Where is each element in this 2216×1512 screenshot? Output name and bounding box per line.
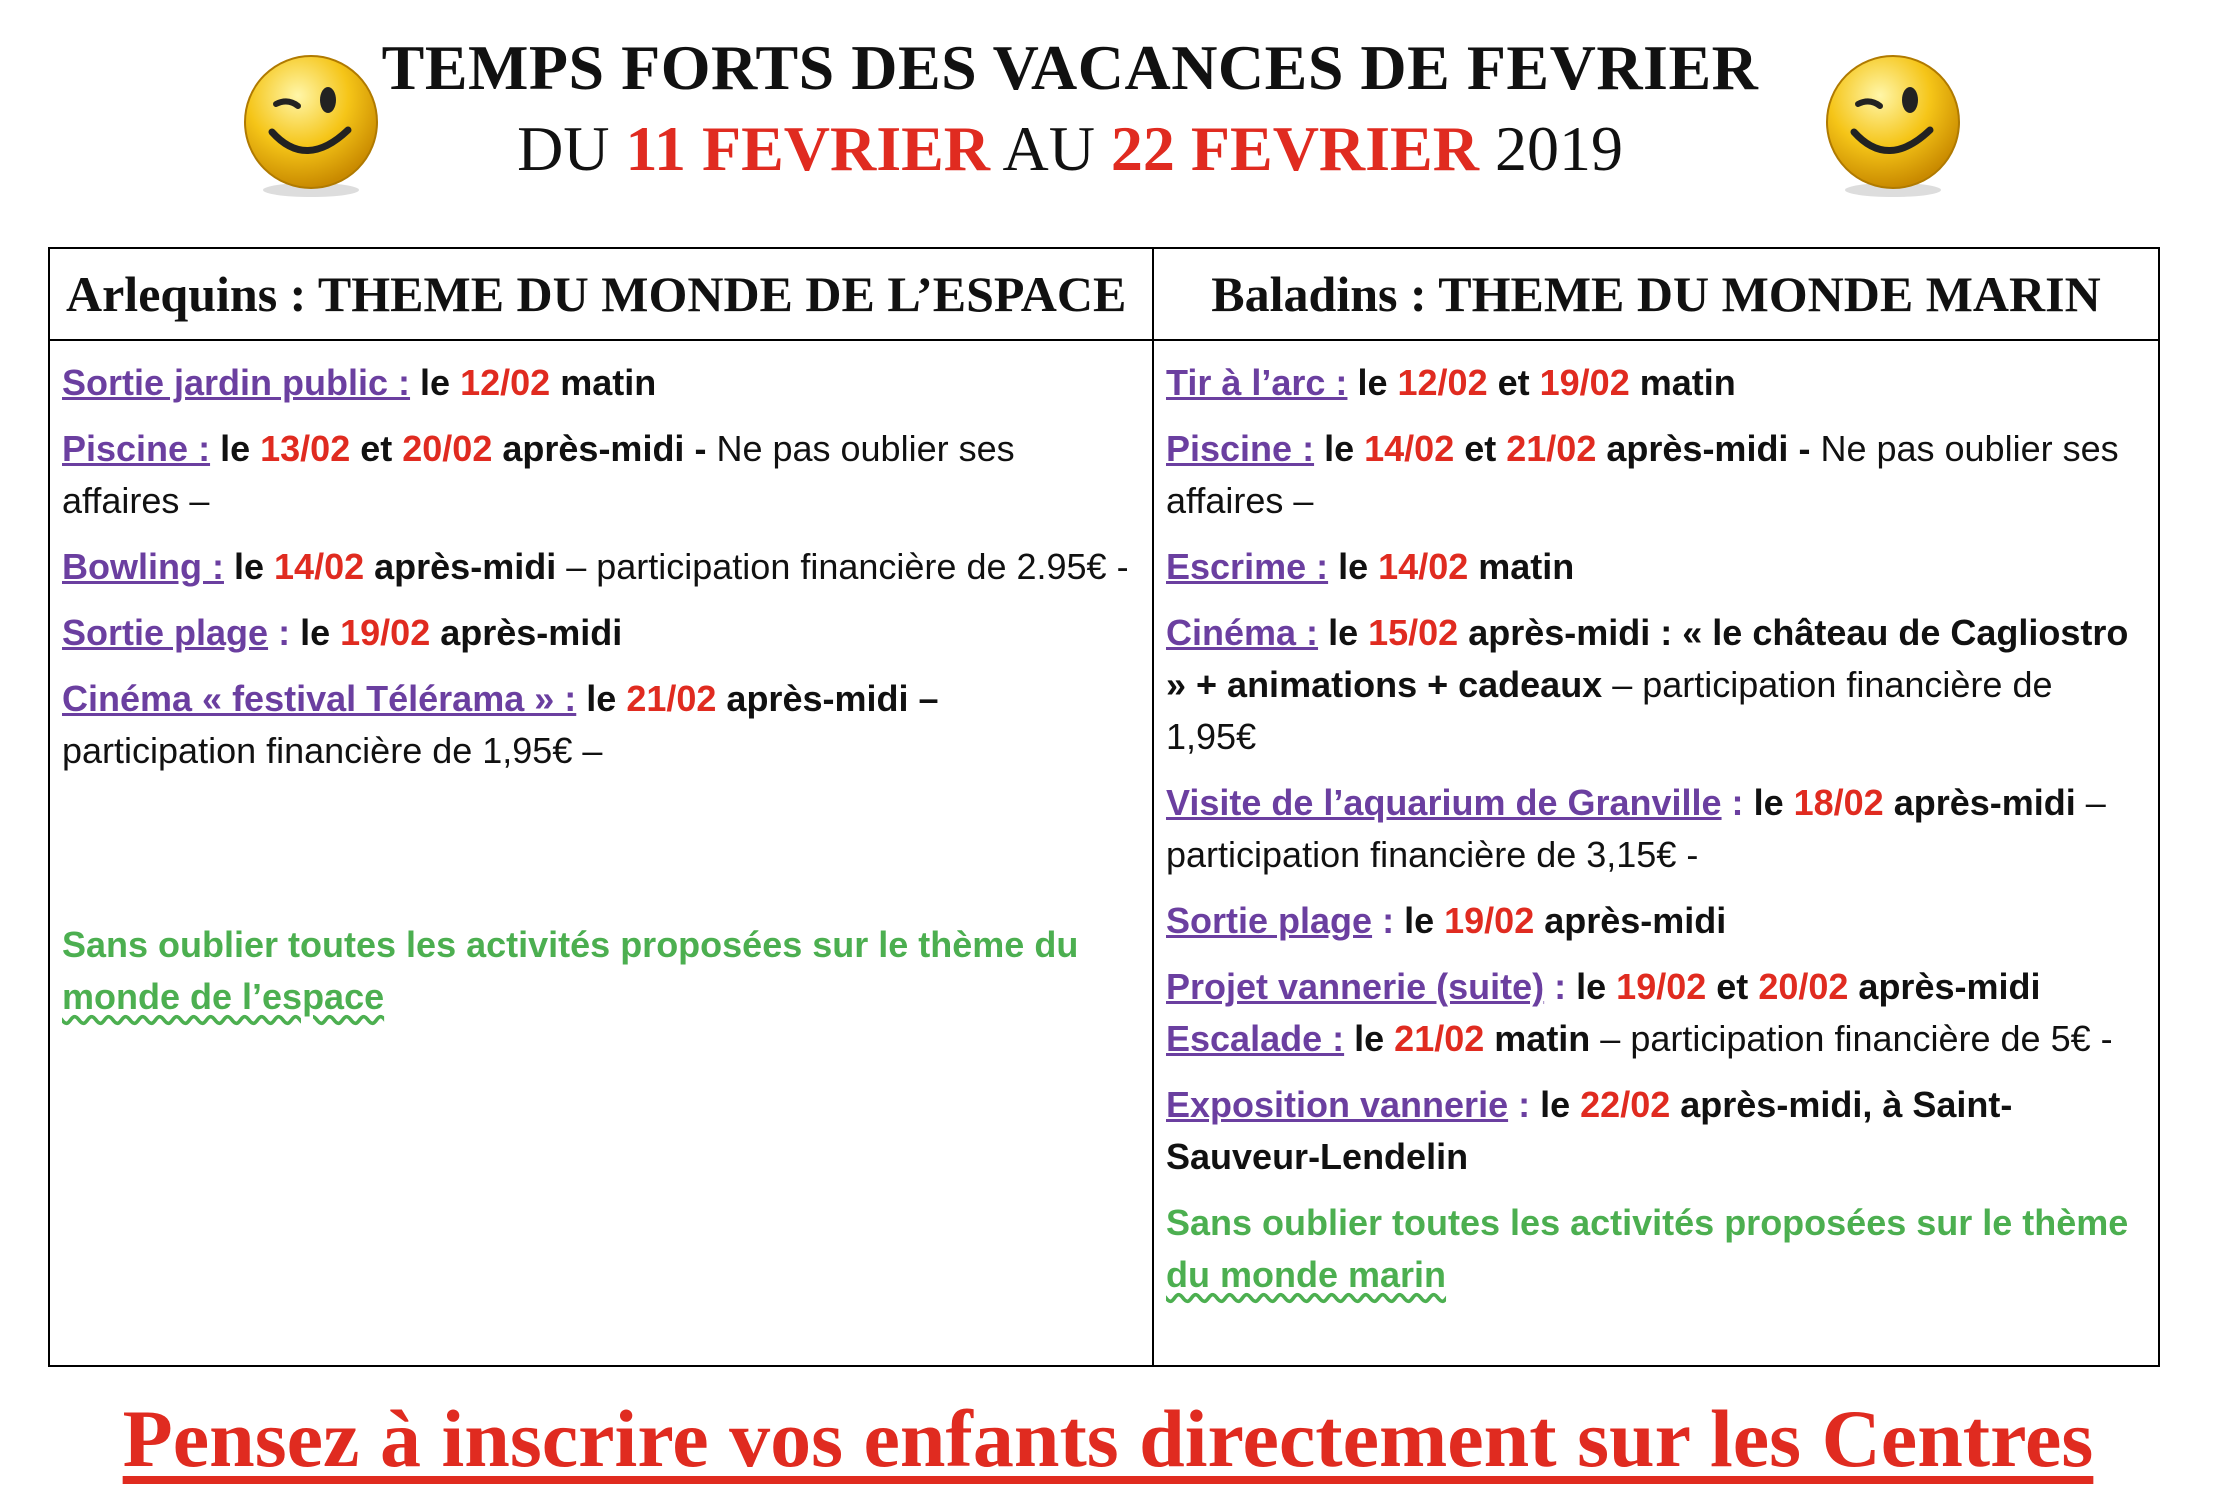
spacer <box>62 791 1138 919</box>
activity-date: 19/02 <box>340 612 431 653</box>
title-main: TEMPS FORTS DES VACANCES DE FEVRIER <box>381 32 1759 103</box>
activity-text: le <box>1404 900 1435 941</box>
activity-colon: : <box>1372 900 1395 941</box>
list-item <box>1166 541 2144 593</box>
list-item <box>1166 895 2144 947</box>
activity-link[interactable]: Piscine : <box>62 428 211 469</box>
list-item <box>1166 1013 2144 1065</box>
title-end-date: 22 FEVRIER <box>1110 113 1479 184</box>
title-start-date: 11 FEVRIER <box>625 113 990 184</box>
activity-time: après-midi : « le château de Cagliostro » + animations + cadeaux <box>1166 612 2129 705</box>
activity-colon: : <box>1508 1084 1531 1125</box>
activity-time: après-midi <box>1544 900 1727 941</box>
activity-text: le <box>420 362 451 403</box>
activity-date: 12/02 <box>460 362 551 403</box>
activity-link[interactable]: Piscine : <box>1166 428 1315 469</box>
closing-text: Sans oublier toutes les activités proposées sur le thème <box>1166 1202 2129 1243</box>
activity-colon: : <box>1544 966 1567 1007</box>
activity-text: le <box>1576 966 1607 1007</box>
activity-colon: : <box>1721 782 1744 823</box>
activity-date: 20/02 <box>1758 966 1849 1007</box>
activity-text: le <box>586 678 617 719</box>
activity-link[interactable]: Escalade : <box>1166 1018 1345 1059</box>
activity-date: 15/02 <box>1368 612 1459 653</box>
activity-time: matin <box>1639 362 1736 403</box>
closing-note <box>1166 1197 2144 1301</box>
title-dates <box>330 108 1810 190</box>
activity-note: participation financière de 1,95€ – <box>62 730 603 771</box>
activity-date: 21/02 <box>1394 1018 1485 1059</box>
activity-link[interactable]: Cinéma « festival Télérama » : <box>62 678 577 719</box>
activity-colon: : <box>268 612 291 653</box>
activity-time: matin <box>1478 546 1575 587</box>
activity-link[interactable]: Exposition vannerie <box>1166 1084 1509 1125</box>
list-item <box>62 607 1138 659</box>
baladins-activities <box>1154 341 2158 1365</box>
activity-time: après-midi <box>440 612 623 653</box>
activity-text: et <box>1497 362 1530 403</box>
title-year: 2019 <box>1494 113 1623 184</box>
activity-text: le <box>1753 782 1784 823</box>
activity-time: matin <box>1494 1018 1591 1059</box>
list-item <box>1166 607 2144 763</box>
activity-link[interactable]: Sortie jardin public : <box>62 362 411 403</box>
activity-date: 12/02 <box>1397 362 1488 403</box>
footer-call-to-action: Pensez à inscrire vos enfants directement sur les Centres <box>122 1393 2094 1484</box>
activity-date: 20/02 <box>402 428 493 469</box>
activity-text: le <box>1357 362 1388 403</box>
activity-time: après-midi, à Saint-Sauveur-Lendelin <box>1166 1084 2013 1177</box>
list-item <box>62 541 1138 593</box>
activity-text: le <box>1328 612 1359 653</box>
list-item <box>1166 423 2144 527</box>
closing-note <box>62 919 1138 1023</box>
activity-text: - <box>1788 428 1811 469</box>
activity-date: 14/02 <box>1378 546 1469 587</box>
activity-time: après-midi <box>502 428 685 469</box>
activity-text: le <box>300 612 331 653</box>
activity-link[interactable]: Visite de l’aquarium de Granville <box>1166 782 1722 823</box>
activity-time: après-midi <box>1858 966 2041 1007</box>
activity-text: et <box>1716 966 1749 1007</box>
activity-note: – participation financière de 2.95€ - <box>556 546 1129 587</box>
activity-time: matin <box>560 362 657 403</box>
activity-date: 19/02 <box>1539 362 1630 403</box>
activity-date: 14/02 <box>274 546 365 587</box>
activity-link[interactable]: Escrime : <box>1166 546 1329 587</box>
activity-time: après-midi <box>1606 428 1789 469</box>
list-item <box>1166 777 2144 881</box>
activity-text: et <box>360 428 393 469</box>
list-item <box>62 673 1138 777</box>
activity-date: 18/02 <box>1793 782 1884 823</box>
list-item <box>1166 1079 2144 1183</box>
activity-time: après-midi <box>374 546 557 587</box>
activity-text: le <box>1540 1084 1571 1125</box>
activity-link[interactable]: Sortie plage <box>1166 900 1373 941</box>
activity-note: Ne pas oublier ses affaires – <box>62 428 1015 521</box>
title-du: DU <box>517 113 610 184</box>
closing-text: Sans oublier toutes les activités proposées sur le thème du <box>62 924 1079 965</box>
activity-link[interactable]: Sortie plage <box>62 612 269 653</box>
activity-time: après-midi <box>1893 782 2076 823</box>
arlequins-header: Arlequins : THEME DU MONDE DE L’ESPACE <box>50 249 1154 339</box>
baladins-header: Baladins : THEME DU MONDE MARIN <box>1211 266 2101 322</box>
arlequins-activities <box>50 341 1154 1365</box>
activity-link[interactable]: Cinéma : <box>1166 612 1319 653</box>
activity-time: après-midi – <box>726 678 939 719</box>
activity-note: – participation financière de 5€ - <box>1590 1018 2113 1059</box>
activity-date: 14/02 <box>1364 428 1455 469</box>
activity-text: le <box>1354 1018 1385 1059</box>
list-item <box>62 423 1138 527</box>
activity-date: 19/02 <box>1444 900 1535 941</box>
activity-date: 22/02 <box>1580 1084 1671 1125</box>
activity-note: Ne pas oublier ses affaires – <box>1166 428 2119 521</box>
activity-date: 19/02 <box>1616 966 1707 1007</box>
smiley-wink-icon <box>1818 52 1968 202</box>
activity-date: 21/02 <box>626 678 717 719</box>
activity-date: 21/02 <box>1506 428 1597 469</box>
activity-text: et <box>1464 428 1497 469</box>
activity-text: le <box>233 546 265 587</box>
title-au: AU <box>1002 113 1095 184</box>
activity-text: le <box>1338 546 1369 587</box>
activities-table <box>48 247 2160 1367</box>
list-item <box>1166 961 2144 1013</box>
list-item <box>1166 357 2144 409</box>
closing-text: du monde marin <box>1166 1254 1447 1295</box>
list-item <box>62 357 1138 409</box>
closing-text: monde de l’espace <box>62 976 385 1017</box>
table-body-row <box>50 341 2158 1365</box>
table-header-row <box>50 249 2158 341</box>
activity-note: – participation financière de 3,15€ - <box>1166 782 2106 875</box>
activity-note: – participation financière de 1,95€ <box>1166 664 2053 757</box>
activity-link[interactable]: Bowling : <box>62 546 224 587</box>
activity-text: - <box>684 428 707 469</box>
activity-link[interactable]: Projet vannerie (suite) <box>1166 966 1545 1007</box>
activity-link[interactable]: Tir à l’arc : <box>1166 362 1348 403</box>
activity-text: le <box>1324 428 1355 469</box>
activity-text: le <box>220 428 251 469</box>
page-title <box>330 28 1810 190</box>
activity-date: 13/02 <box>260 428 351 469</box>
